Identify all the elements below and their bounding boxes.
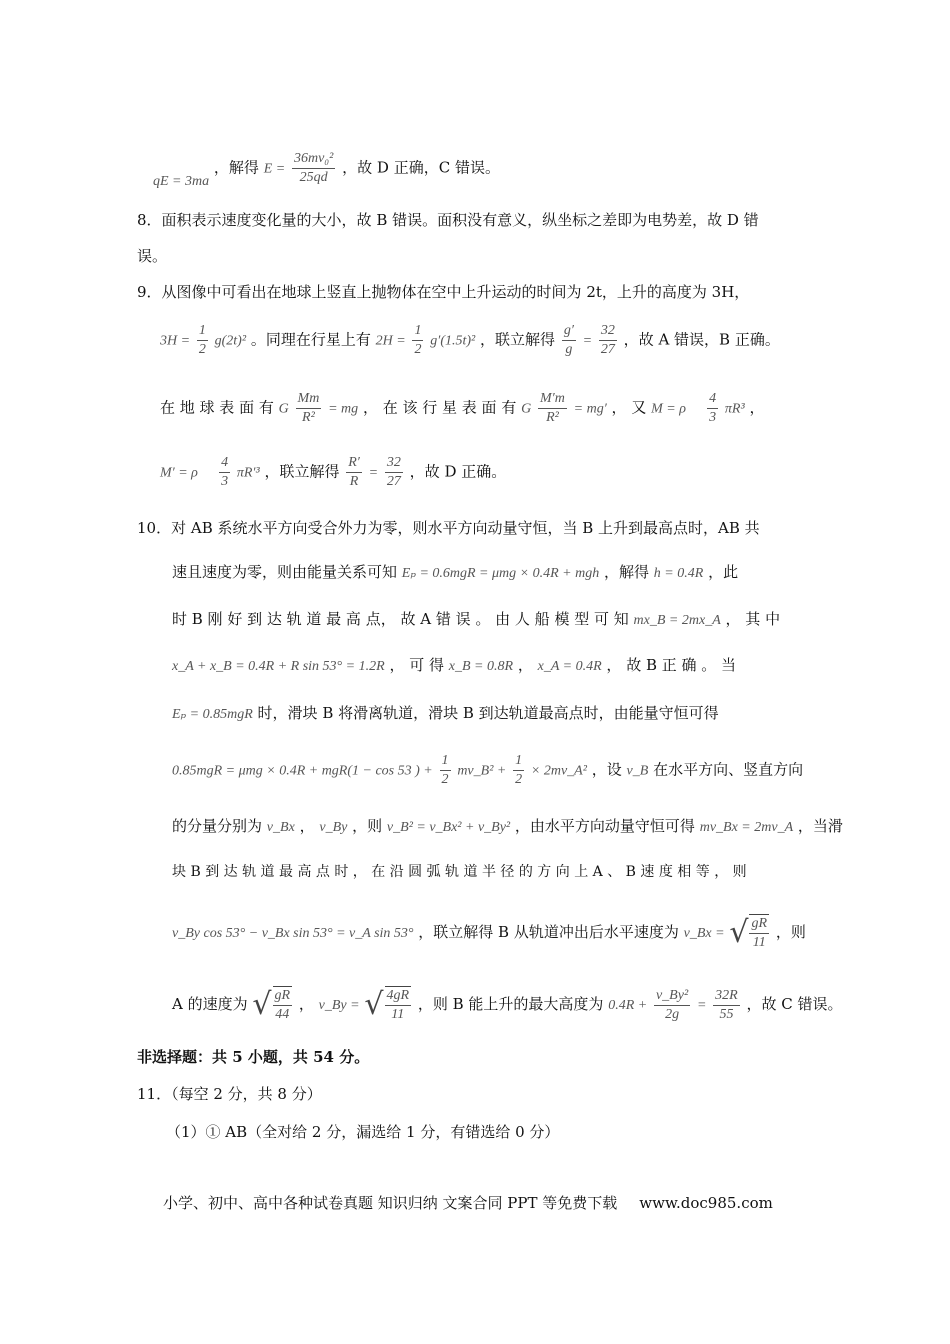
text: ， <box>299 817 315 835</box>
denominator: 3 <box>221 474 229 489</box>
numerator: 1 <box>412 322 423 341</box>
fraction <box>599 322 617 359</box>
numerator: 4 <box>707 390 718 409</box>
question-9-line-1: 9．从图像中可看出在地球上竖直上抛物体在空中上升运动的时间为 2t，上升的高度为 3H， <box>137 283 750 301</box>
text: 在水平方向、竖直方向 <box>653 760 804 779</box>
fraction <box>713 987 740 1024</box>
text: ，故 D 正确。 <box>409 462 507 481</box>
equation: mx_B = 2mx_A <box>633 613 721 628</box>
text: A 的速度为 <box>172 995 248 1013</box>
fraction <box>292 150 335 187</box>
radical-icon: √ <box>252 987 272 1022</box>
denominator: g <box>565 342 573 357</box>
equation: E = <box>263 161 286 177</box>
radical-icon: √ <box>729 915 749 950</box>
equation: × 2mv_A² <box>530 763 587 779</box>
fraction <box>346 454 362 491</box>
fraction <box>412 322 423 359</box>
denominator: 11 <box>391 1007 405 1022</box>
numerator: Mm <box>296 390 322 409</box>
equation: v_Bx <box>266 820 295 835</box>
equation: 2H = <box>375 333 406 349</box>
denominator: 2 <box>515 772 523 787</box>
question-10-line-7 <box>172 816 843 838</box>
text: ，则 <box>775 923 806 941</box>
equals: = <box>582 333 593 349</box>
text: ，联立解得 <box>264 462 340 481</box>
question-10-line-6 <box>172 752 803 789</box>
question-11-heading: 11．（每空 2 分，共 8 分） <box>137 1085 322 1103</box>
text: ， 故 B 正 确 。 当 <box>606 656 737 674</box>
equation: = mg <box>328 401 359 417</box>
fraction <box>385 454 403 491</box>
equation: G <box>521 401 532 417</box>
equation: v_Bx = <box>683 926 725 941</box>
text: ，则 <box>352 817 383 835</box>
equation: x_A = 0.4R <box>537 659 602 674</box>
question-10-line-8: 块 B 到 达 轨 道 最 高 点 时 ， 在 沿 圆 弧 轨 道 半 径 的 方 向 上 A 、 B 速 度 相 等 ， 则 <box>172 864 747 880</box>
fraction <box>538 390 567 427</box>
denominator: 25qd <box>299 170 328 185</box>
text: ，故 C 错误。 <box>746 995 843 1013</box>
text: 的分量分别为 <box>172 817 263 835</box>
numerator: 4 <box>219 454 230 473</box>
text: ， <box>517 656 533 674</box>
denominator: 2 <box>198 342 206 357</box>
question-9-line-2 <box>160 322 780 359</box>
numerator: M′m <box>538 390 567 409</box>
text: ，解得 <box>603 563 649 581</box>
denominator: 3 <box>709 410 717 425</box>
equation: x_B = 0.8R <box>448 659 514 674</box>
fraction <box>440 752 451 789</box>
equation: G <box>278 401 289 417</box>
denominator: 11 <box>752 935 766 950</box>
question-10-line-3 <box>172 609 780 631</box>
text: ，则 B 能上升的最大高度为 <box>417 995 604 1013</box>
equation: mv_Bx = 2mv_A <box>699 820 794 835</box>
square-root <box>252 986 294 1024</box>
numerator: 32 <box>599 322 617 341</box>
text: ， 其 中 <box>725 610 781 628</box>
fraction <box>707 390 718 427</box>
equation: h = 0.4R <box>653 566 704 581</box>
equals: = <box>696 998 707 1013</box>
numerator: gR <box>749 915 769 934</box>
denominator: R <box>349 474 359 489</box>
section-heading: 非选择题：共 5 小题，共 54 分。 <box>137 1048 370 1066</box>
numerator: 4gR <box>385 987 412 1006</box>
denominator: 27 <box>600 342 615 357</box>
text: ，设 <box>591 760 622 779</box>
text: ，此 <box>708 563 739 581</box>
text: ， 可 得 <box>389 656 444 674</box>
equation: Eₚ = 0.85mgR <box>172 707 253 722</box>
footer-text: 小学、初中、高中各种试卷真题 知识归纳 文案合同 PPT 等免费下载 <box>163 1194 618 1212</box>
square-root <box>729 914 771 952</box>
equals: = <box>368 465 379 481</box>
text: ， 又 <box>611 398 647 417</box>
numerator: R′ <box>346 454 362 473</box>
equation: v_B² = v_Bx² + v_By² <box>386 820 511 835</box>
equation: v_By cos 53° − v_Bx sin 53° = v_A sin 53° <box>172 926 414 941</box>
text: 速且速度为零，则由能量关系可知 <box>172 563 398 581</box>
equation: M = ρ 􀀂 <box>651 401 701 417</box>
text: ，故 D 正确，C 错误。 <box>342 158 500 177</box>
text: ，解得 <box>213 158 259 177</box>
text: ，当滑 <box>797 817 843 835</box>
fraction <box>562 322 576 359</box>
equation: v_By <box>319 820 348 835</box>
question-8-line-2: 误。 <box>137 247 168 265</box>
text: ， 在 该 行 星 表 面 有 <box>362 398 517 417</box>
denominator: 55 <box>719 1006 734 1022</box>
text: ，联立解得 <box>480 330 556 349</box>
numerator: v_By² <box>654 987 690 1006</box>
numerator: 36mv₀² <box>292 150 335 169</box>
equation: v_By = <box>318 998 360 1013</box>
denominator: R² <box>302 410 315 425</box>
equation: 3H = <box>160 333 191 349</box>
text: 。同理在行星上有 <box>250 330 371 349</box>
equation: = mg′ <box>573 401 607 417</box>
fraction <box>296 390 322 427</box>
numerator: g′ <box>562 322 576 341</box>
numerator: 32R <box>713 987 740 1006</box>
denominator: R² <box>546 410 559 425</box>
numerator: gR <box>273 987 293 1006</box>
numerator: 1 <box>440 752 451 771</box>
question-9-line-4 <box>160 454 506 491</box>
question-10-line-10 <box>172 986 843 1024</box>
text: 在 地 球 表 面 有 <box>160 398 274 417</box>
text: 时，滑块 B 将滑离轨道，滑块 B 到达轨道最高点时，由能量守恒可得 <box>257 704 719 722</box>
text: ， <box>298 995 314 1013</box>
numerator: 1 <box>513 752 524 771</box>
equation: mv_B² + <box>457 763 507 779</box>
text: ， <box>749 398 765 417</box>
numerator: 32 <box>385 454 403 473</box>
question-8-line-1: 8．面积表示速度变化量的大小，故 B 错误。面积没有意义，纵坐标之差即为电势差，故 D 错 <box>137 211 759 229</box>
equation: 0.85mgR = μmg × 0.4R + mgR(1 − cos 53 ) + <box>172 763 433 779</box>
denominator: 44 <box>275 1007 290 1022</box>
question-10-line-2 <box>172 562 738 584</box>
equation: M′ = ρ 􀀂 <box>160 465 213 481</box>
question-10-line-4 <box>172 655 736 677</box>
fraction <box>197 322 208 359</box>
equation: g′(1.5t)² <box>430 333 476 349</box>
solution-line-7-end <box>153 150 500 187</box>
question-10-line-1: 10．对 AB 系统水平方向受合外力为零，则水平方向动量守恒，当 B 上升到最高点时，AB 共 <box>137 519 760 537</box>
denominator: 2g <box>665 1006 680 1022</box>
equation: qE = 3ma <box>153 173 210 189</box>
denominator: 2 <box>441 772 449 787</box>
fraction <box>513 752 524 789</box>
footer-site: www.doc985.com <box>639 1194 773 1212</box>
question-10-line-5 <box>172 703 719 725</box>
equation: πR³ <box>724 401 745 417</box>
equation: 0.4R + <box>608 998 648 1013</box>
page-footer <box>163 1192 773 1213</box>
equation: x_A + x_B = 0.4R + R sin 53° = 1.2R <box>172 659 385 674</box>
fraction <box>654 987 690 1024</box>
equation: Eₚ = 0.6mgR = μmg × 0.4R + mgh <box>401 566 600 581</box>
question-11-part-1: （1）① AB（全对给 2 分，漏选给 1 分，有错选给 0 分） <box>166 1123 560 1141</box>
denominator: 27 <box>386 474 401 489</box>
equation: g(2t)² <box>214 333 247 349</box>
denominator: 2 <box>414 342 422 357</box>
text: ，故 A 错误，B 正确。 <box>623 330 780 349</box>
numerator: 1 <box>197 322 208 341</box>
text: 时 B 刚 好 到 达 轨 道 最 高 点， 故 A 错 误 。 由 人 船 模 型 可 知 <box>172 610 629 628</box>
question-10-line-9 <box>172 914 806 952</box>
square-root <box>364 986 413 1024</box>
question-9-line-3 <box>160 390 764 427</box>
text: ，由水平方向动量守恒可得 <box>514 817 695 835</box>
text: ，联立解得 B 从轨道冲出后水平速度为 <box>418 923 679 941</box>
equation: v_B <box>626 763 649 779</box>
fraction <box>219 454 230 491</box>
radical-icon: √ <box>364 987 384 1022</box>
equation: πR′³ <box>236 465 260 481</box>
